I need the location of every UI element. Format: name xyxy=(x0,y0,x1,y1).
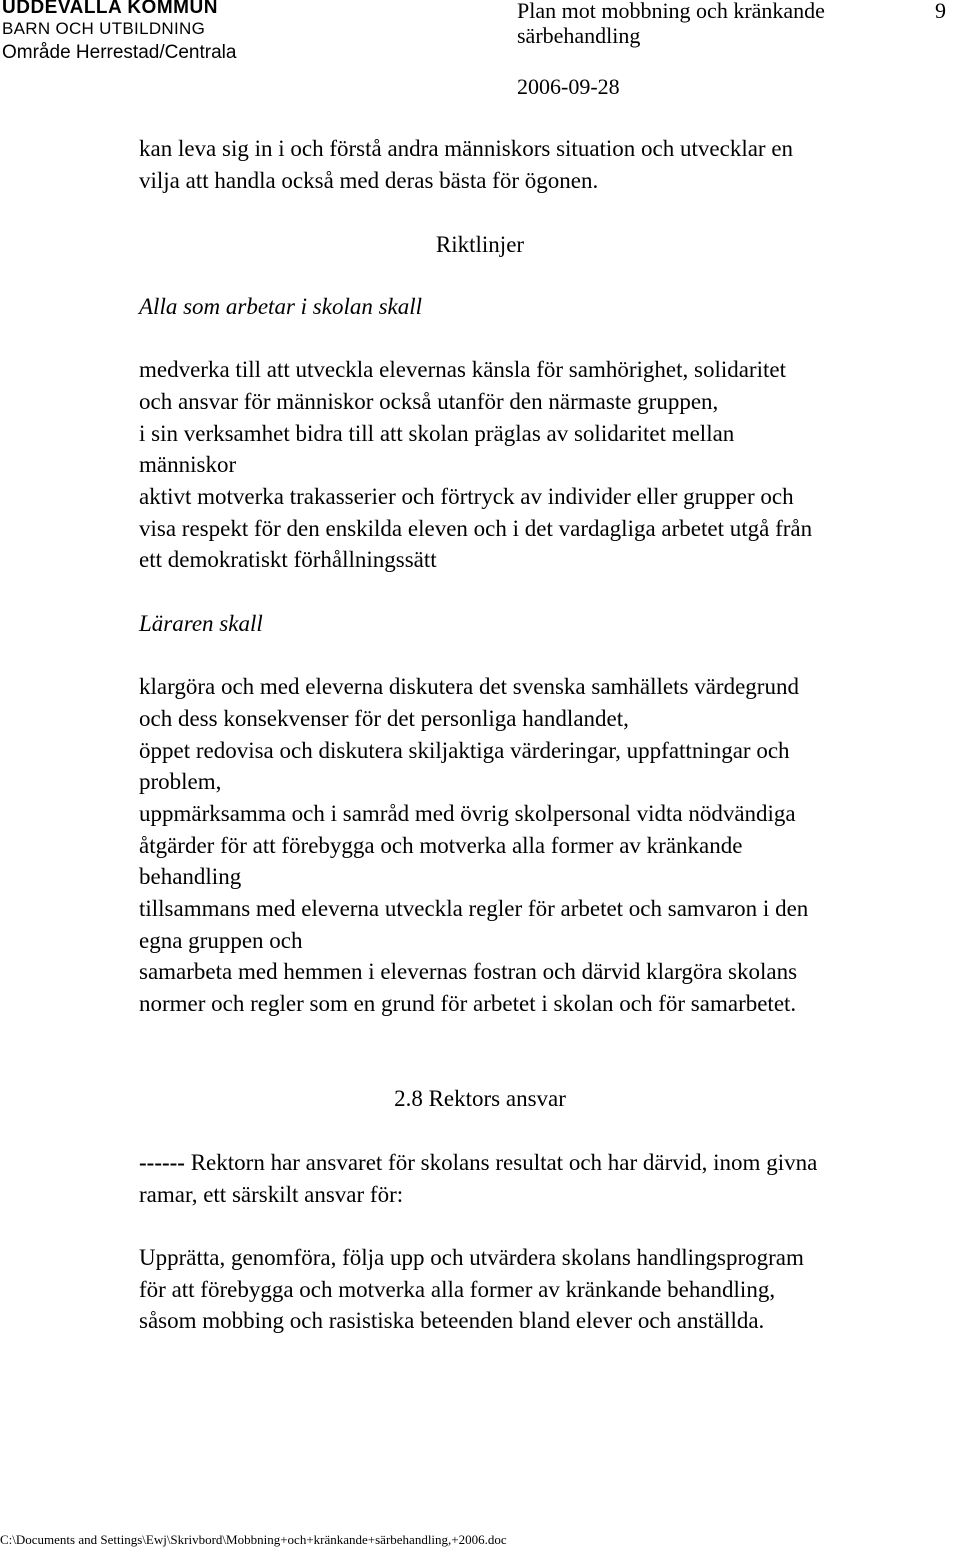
lararen-line: problem, xyxy=(139,769,222,794)
lararen-line: normer och regler som en grund för arbetet i skolan och för samarbetet. xyxy=(139,991,797,1016)
alla-line: aktivt motverka trakasserier och förtryck av individer eller grupper och xyxy=(139,484,794,509)
alla-line: medverka till att utveckla elevernas känsla för samhörighet, solidaritet xyxy=(139,357,786,382)
alla-heading: Alla som arbetar i skolan skall xyxy=(139,294,423,319)
lararen-line: öppet redovisa och diskutera skiljaktiga värderingar, uppfattningar och xyxy=(139,738,790,763)
header-title-line2: särbehandling xyxy=(517,23,641,48)
lararen-line: tillsammans med eleverna utveckla regler för arbetet och samvaron i den xyxy=(139,896,809,921)
intro-line: vilja att handla också med deras bästa för ögonen. xyxy=(139,168,599,193)
header-date: 2006-09-28 xyxy=(517,74,620,99)
rektor-line-text: Rektorn har ansvaret för skolans resultat och har därvid, inom givna xyxy=(184,1150,818,1175)
lararen-line: egna gruppen och xyxy=(139,928,303,953)
header-department: BARN OCH UTBILDNING xyxy=(2,19,206,38)
rektor-line xyxy=(139,1150,817,1176)
lararen-line: behandling xyxy=(139,864,242,889)
page-number: 9 xyxy=(935,0,946,23)
lararen-line: uppmärksamma och i samråd med övrig skolpersonal vidta nödvändiga xyxy=(139,801,796,826)
alla-line: i sin verksamhet bidra till att skolan präglas av solidaritet mellan xyxy=(139,421,735,446)
header-title-line1: Plan mot mobbning och kränkande xyxy=(517,0,825,23)
alla-line: och ansvar för människor också utanför den närmaste gruppen, xyxy=(139,389,719,414)
uppratta-line: för att förebygga och motverka alla former av kränkande behandling, xyxy=(139,1277,776,1302)
lararen-line: och dess konsekvenser för det personliga handlandet, xyxy=(139,706,629,731)
header-area: Område Herrestad/Centrala xyxy=(2,42,237,63)
rektor-dashes: ------ xyxy=(139,1150,185,1175)
lararen-heading: Läraren skall xyxy=(139,611,263,636)
uppratta-line: Upprätta, genomföra, följa upp och utvärdera skolans handlingsprogram xyxy=(139,1245,804,1270)
rektor-line: ramar, ett särskilt ansvar för: xyxy=(139,1182,404,1207)
riktlinjer-heading: Riktlinjer xyxy=(435,232,525,257)
lararen-line: klargöra och med eleverna diskutera det svenska samhällets värdegrund xyxy=(139,674,799,699)
uppratta-line: såsom mobbing och rasistiska beteenden bland elever och anställda. xyxy=(139,1308,765,1333)
header-organization: UDDEVALLA KOMMUN xyxy=(2,0,218,18)
lararen-line: åtgärder för att förebygga och motverka alla former av kränkande xyxy=(139,833,743,858)
alla-line: ett demokratiskt förhållningssätt xyxy=(139,547,437,572)
section-heading: 2.8 Rektors ansvar xyxy=(394,1086,566,1111)
footer-file-path: C:\Documents and Settings\Ewj\Skrivbord\Mobbning+och+kränkande+särbehandling,+2006.doc xyxy=(0,1532,507,1547)
alla-line: visa respekt för den enskilda eleven och i det vardagliga arbetet utgå från xyxy=(139,516,813,541)
intro-line: kan leva sig in i och förstå andra människors situation och utvecklar en xyxy=(139,136,794,161)
alla-line: människor xyxy=(139,452,237,477)
lararen-line: samarbeta med hemmen i elevernas fostran och därvid klargöra skolans xyxy=(139,959,798,984)
